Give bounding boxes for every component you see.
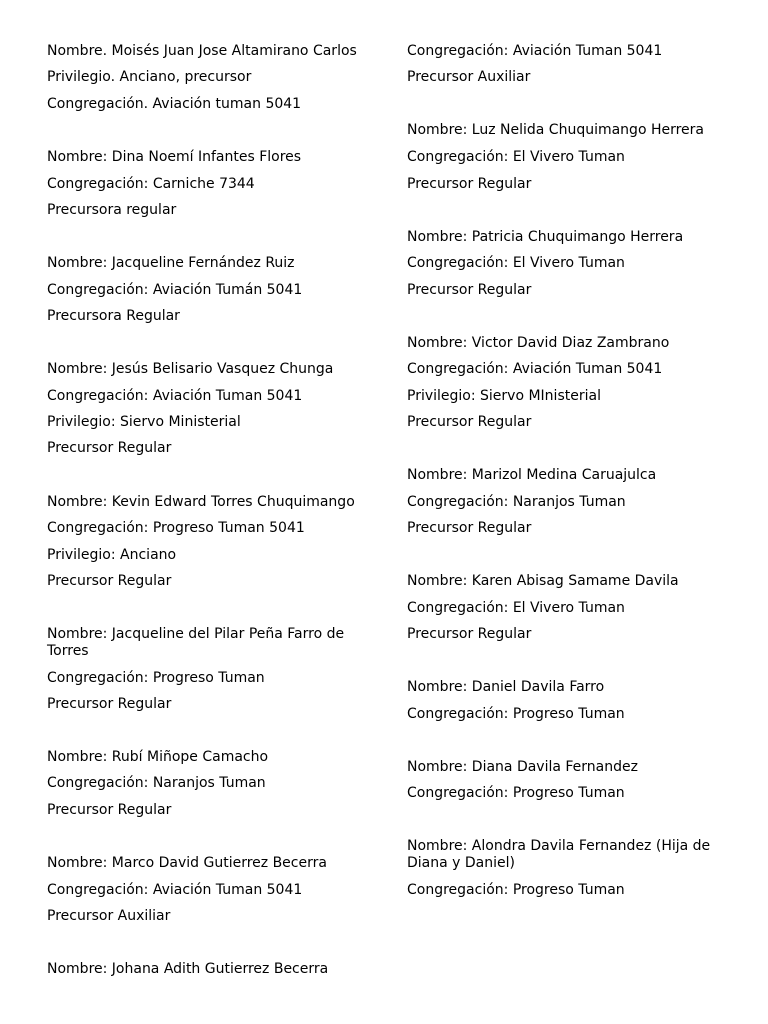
text-line: Nombre: Victor David Diaz Zambrano [407,335,670,351]
text-line: Nombre: Patricia Chuquimango Herrera [407,229,684,245]
text-line: Precursor Auxiliar [47,908,171,924]
text-line: Nombre: Luz Nelida Chuquimango Herrera [407,122,705,138]
text-line: Nombre: Daniel Davila Farro [407,679,605,695]
text-line: Precursora regular [47,202,177,218]
text-line: Congregación: Naranjos Tuman [407,494,626,510]
text-line: Congregación: Aviación Tuman 5041 [47,882,303,898]
text-line: Precursor Regular [407,520,532,536]
text-line: Nombre: Marizol Medina Caruajulca [407,467,657,483]
text-line: Nombre: Karen Abisag Samame Davila [407,573,679,589]
text-line: Congregación: Aviación Tuman 5041 [407,43,663,59]
text-line: Precursor Regular [407,626,532,642]
text-line: Nombre: Rubí Miñope Camacho [47,749,269,765]
text-line: Congregación: Aviación Tuman 5041 [407,361,663,377]
text-line: Precursor Regular [407,176,532,192]
text-line: Congregación: Progreso Tuman [407,882,625,898]
text-line: Nombre: Jacqueline del Pilar Peña Farro de Torres [47,626,345,659]
text-line: Nombre: Marco David Gutierrez Becerra [47,855,327,871]
text-line: Privilegio: Siervo Ministerial [47,414,241,430]
text-line: Congregación: El Vivero Tuman [407,149,625,165]
text-line: Congregación: Progreso Tuman [47,670,265,686]
text-line: Privilegio: Anciano [47,547,177,563]
text-line: Congregación: Aviación Tuman 5041 [47,388,303,404]
text-line: Congregación: Progreso Tuman 5041 [47,520,305,536]
text-line: Congregación: El Vivero Tuman [407,600,625,616]
text-line: Nombre: Dina Noemí Infantes Flores [47,149,302,165]
text-line: Nombre: Alondra Davila Fernandez (Hija de Diana y Daniel) [407,838,711,871]
text-line: Congregación: Carniche 7344 [47,176,255,192]
text-line: Precursor Regular [47,802,172,818]
text-line: Precursor Regular [407,414,532,430]
text-line: Nombre: Diana Davila Fernandez [407,759,638,775]
text-line: Nombre: Johana Adith Gutierrez Becerra [47,961,329,977]
text-line: Privilegio: Siervo MInisterial [407,388,601,404]
text-line: Nombre: Jacqueline Fernández Ruiz [47,255,295,271]
text-line: Precursor Regular [47,440,172,456]
text-line: Nombre. Moisés Juan Jose Altamirano Carlos [47,43,357,59]
text-line: Precursora Regular [47,308,180,324]
text-line: Congregación: El Vivero Tuman [407,255,625,271]
text-line: Congregación: Aviación Tumán 5041 [47,282,303,298]
text-line: Precursor Regular [47,573,172,589]
text-line: Congregación. Aviación tuman 5041 [47,96,302,112]
text-line: Nombre: Jesús Belisario Vasquez Chunga [47,361,334,377]
text-line: Precursor Auxiliar [407,69,531,85]
text-line: Precursor Regular [47,696,172,712]
text-line: Congregación: Progreso Tuman [407,785,625,801]
text-line: Congregación: Naranjos Tuman [47,775,266,791]
text-line: Precursor Regular [407,282,532,298]
text-line: Congregación: Progreso Tuman [407,706,625,722]
text-line: Privilegio. Anciano, precursor [47,69,252,85]
text-line: Nombre: Kevin Edward Torres Chuquimango [47,494,355,510]
